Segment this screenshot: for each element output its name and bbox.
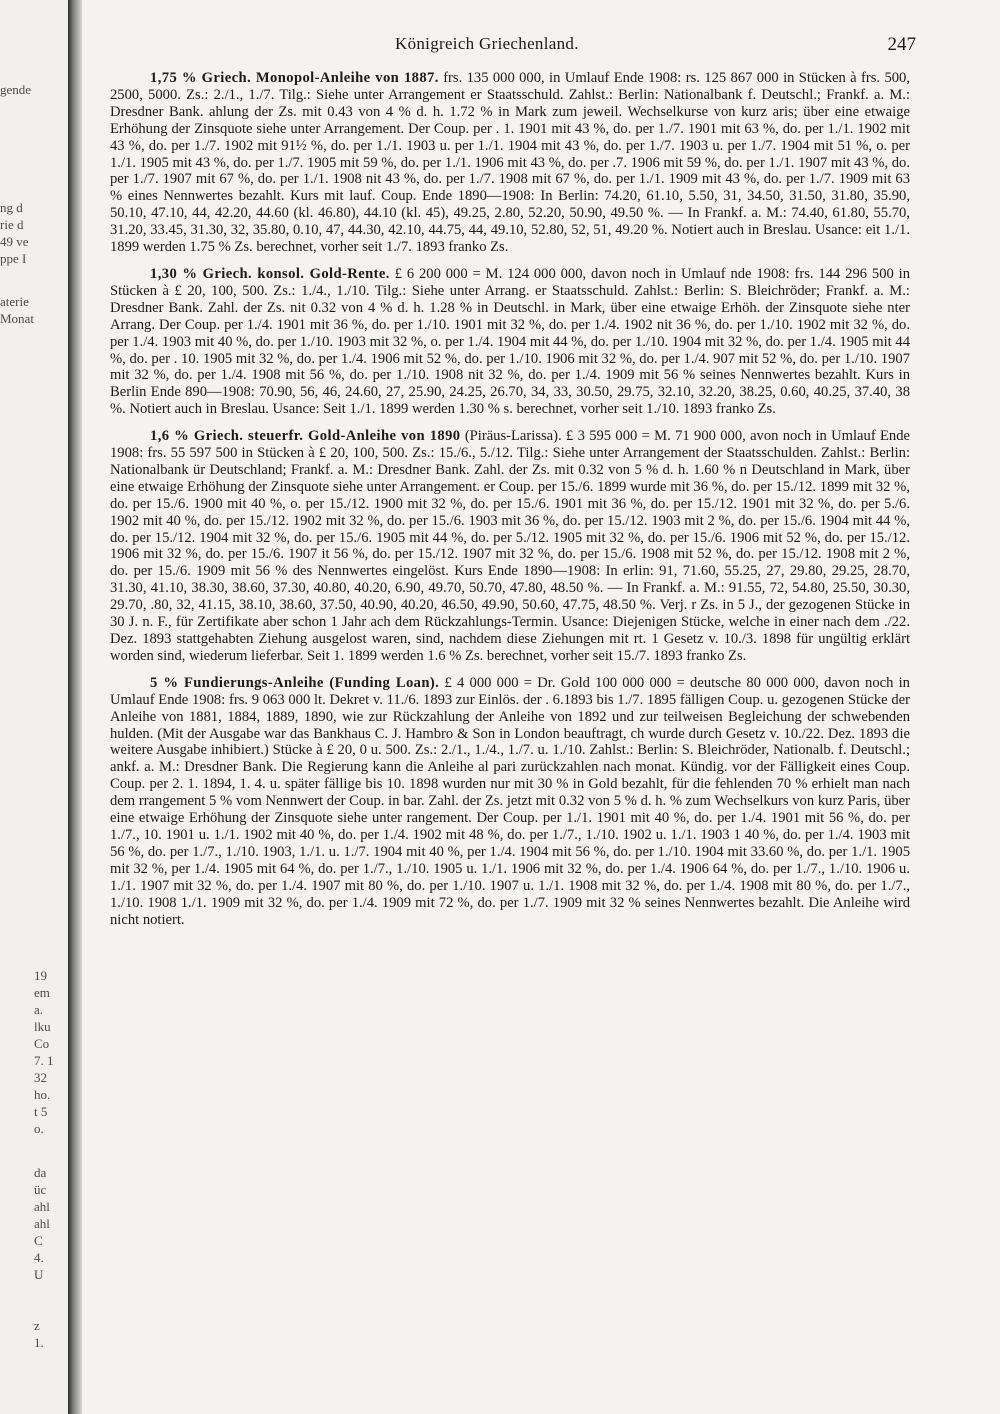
margin-fragment: 4. (34, 1250, 44, 1265)
entry-title: 1,75 % Griech. Monopol-Anleihe von 1887. (150, 70, 439, 86)
entry-paragraph (110, 70, 910, 256)
margin-fragment: gende (0, 82, 32, 97)
margin-fragment: U (34, 1267, 44, 1282)
page-body (110, 70, 910, 938)
margin-fragment: C (34, 1233, 43, 1248)
margin-fragment: ppe I (0, 251, 27, 266)
margin-fragment: lku (34, 1019, 51, 1034)
entry-title: 1,30 % Griech. konsol. Gold-Rente. (150, 265, 390, 282)
book-gutter (68, 0, 82, 1414)
margin-fragment: 1. (34, 1335, 44, 1350)
running-head: Königreich Griechenland. (395, 34, 579, 53)
loan-entry-gold-rente (110, 266, 910, 418)
loan-entry-piraeus-larissa (110, 428, 910, 665)
page-number: 247 (887, 34, 916, 55)
margin-fragment: ng d (0, 200, 23, 215)
entry-text: (Piräus-Larissa). £ 3 595 000 = M. 71 900 000, avon noch in Umlauf Ende 1908: frs. 55 597 500 in Stücken à £ 20, 100, 500. Zs.: 15./6., 5./12. Tilg.: Siehe unter Arrangement der Staatsschulden. Zahlst.: Berlin: Nationalbank ür Deutschland; Frankf. a. M.: Dresdner Bank. Zahl. der Zs. mit 0.32 von 5 % d. h. 1.60 % n Deutschland in Mark, über eine etwaige Erhöhung der Zinsquote siehe unter Arrangement. er Coup. per 15./6. 1899 wurde mit 36 %, do. per 15./12. 1899 mit 32 %, do. per 15./6. 1900 mit 40 %, o. per 15./12. 1900 mit 32 %, do. per 15./6. 1901 mit 36 %, do. per 15./12. 1901 mit 32 %, do. per 5./6. 1902 mit 40 %, do. per 15./12. 1902 mit 32 %, do. per 15./6. 1903 mit 36 %, do. per 15./12. 1903 mit 2 %, do. per 15./6. 1904 mit 44 %, do. per 15./12. 1904 mit 32 %, do. per 15./6. 1905 mit 44 %, do. per 5./12. 1905 mit 32 %, do. per 15./6. 1906 mit 52 %, do. per 15./12. 1906 mit 32 %, do. per 15./6. 1907 it 56 %, do. per 15./12. 1907 mit 32 %, do. per 15./6. 1908 mit 52 %, do. per 15./12. 1908 mit 2 %, do. per 15./6. 1909 mit 56 % des Nennwertes eingelöst. Kurs Ende 1890—1908: In erlin: 91, 71.60, 55.25, 27, 29.80, 29.25, 28.70, 31.30, 41.10, 38.30, 38.60, 37.30, 40.80, 40.20, 6.90, 49.70, 50.70, 47.80, 48.50 %. — In Frankf. a. M.: 91.55, 72, 54.80, 25.50, 30.30, 29.70, .80, 32, 41.15, 38.10, 38.60, 37.50, 40.90, 40.20, 46.50, 49.90, 50.60, 47.75, 48.50 %. Verj. r Zs. in 5 J., der gezogenen Stücke in 30 J. n. F., für Zertifikate aber schon 1 Jahr ach dem Rückzahlungs-Termin. Usance: Diejenigen Stücke, welche in einer nach dem ./22. Dez. 1893 stattgehabten Ziehung ausgelost waren, sind, nachdem diese Ziehungen mit rt. 1 Gesetz v. 10./3. 1898 für ungültig erklärt worden sind, wiederum lieferbar. Seit 1. 1899 werden 1.6 % Zs. berechnet, vorher seit 15./7. 1893 franko Zs. (110, 428, 910, 664)
margin-fragment: Monat (0, 311, 34, 326)
entry-text: frs. 135 000 000, in Umlauf Ende 1908: rs. 125 867 000 in Stücken à frs. 500, 2500, 5000. Zs.: 2./1., 1./7. Tilg.: Siehe unter Arrangement er Staatsschuld. Zahlst.: Berlin: Nationalbank f. Deutschl.; Frankf. a. M.: Dresdner Bank. ahlung der Zs. mit 0.43 von 4 % d. h. 1.72 % in Mark zum jeweil. Wechselkurse von kurz aris; über eine etwaige Erhöhung der Zinsquote siehe unter Arrangement. Der Coup. per . 1. 1901 mit 43 %, do. per 1./7. 1901 mit 63 %, do. per 1./1. 1902 mit 43 %, do. per 1./7. 1902 mit 91½ %, do. per 1./1. 1903 u. per 1./1. 1904 mit 43 %, do. per 1./7. 1903 u. per 1./7. 1904 mit 51 %, o. per 1./1. 1905 mit 43 %, do. per 1./7. 1905 mit 59 %, do. per 1./1. 1906 mit 43 %, do. per .7. 1906 mit 59 %, do. per 1./1. 1907 mit 43 %, do. per 1./7. 1907 mit 67 %, do. per 1./1. 1908 nit 43 %, do. per 1./7. 1908 mit 67 %, do. per 1./1. 1909 mit 43 %, do. per 1./7. 1909 mit 63 % eines Nennwertes bezahlt. Kurs mit lauf. Coup. Ende 1890—1908: In Berlin: 74.20, 61.10, 5.50, 31, 34.50, 31.50, 31.80, 35.90, 50.10, 47.10, 44, 42.20, 44.60 (kl. 46.80), 44.10 (kl. 45), 49.25, 2.80, 52.20, 50.90, 49.50 %. — In Frankf. a. M.: 74.40, 61.80, 55.70, 31.20, 33.45, 31.30, 32, 35.80, 0.10, 47, 44.30, 42.10, 44.75, 44, 49.10, 52.80, 52, 51, 49.20 %. Notiert auch in Breslau. Usance: eit 1./1. 1899 werden 1.75 % Zs. berechnet, vorher seit 1./7. 1893 franko Zs. (110, 70, 910, 256)
loan-entry-monopol (110, 70, 910, 256)
entry-paragraph (110, 266, 910, 418)
entry-text: £ 4 000 000 = Dr. Gold 100 000 000 = deutsche 80 000 000, davon noch in Umlauf Ende 1908: frs. 9 063 000 lt. Dekret v. 11./6. 1893 zur Einlös. der . 6.1893 bis 1./7. 1895 fälligen Coup. u. gezogenen Stücke der Anleihe von 1881, 1884, 1889, 1890, wie zur Rückzahlung der Anleihe von 1892 und zur teilweisen Begleichung der schwebenden hulden. (Mit der Ausgabe war das Bankhaus C. J. Hambro & Son in London beauftragt, ch wurde durch Gesetz v. 10./22. Dez. 1893 die weitere Ausgabe inhibiert.) Stücke à £ 20, 0 u. 500. Zs.: 2./1., 1./4., 1./7. u. 1./10. Zahlst.: Berlin: S. Bleichröder, Nationalb. f. Deutschl.; ankf. a. M.: Dresdner Bank. Die Regierung kann die Anleihe al pari zurückzahlen nach monat. Kündig. vor der Fälligkeit eines Coup. Coup. per 2. 1. 1894, 1. 4. u. später fällige bis 10. 1898 wurden nur mit 30 % in Gold bezahlt, für die fehlenden 70 % erhielt man nach dem rrangement 5 % vom Nennwert der Coup. in bar. Zahl. der Zs. jetzt mit 0.32 von 5 % d. h. % zum Wechselkurs von kurz Paris, über eine etwaige Erhöhung der Zinsquote siehe unter rangement. Der Coup. per 1./1. 1901 mit 40 %, do. per 1./4. 1901 mit 56 %, do. per 1./7., 10. 1901 u. 1./1. 1902 mit 40 %, do. per 1./4. 1902 mit 48 %, do. per 1./7., 1./10. 1902 u. 1./1. 1903 1 40 %, do. per 1./4. 1903 mit 56 %, do. per 1./7., 1./10. 1903, 1./1. u. 1./7. 1904 mit 40 %, per 1./4. 1904 mit 56 %, do. per 1./10. 1904 mit 33.60 %, do. per 1./1. 1905 mit 32 %, per 1./4. 1905 mit 64 %, do. per 1./7., 1./10. 1905 u. 1./1. 1906 mit 32 %, do. per 1./4. 1906 64 %, do. per 1./7., 1./10. 1906 u. 1./1. 1907 mit 32 %, do. per 1./4. 1907 mit 80 %, do. per 1./10. 1907 u. 1./1. 1908 mit 32 %, do. per 1./4. 1908 mit 80 %, do. per 1./7., 1./10. 1908 1./1. 1909 mit 32 %, do. per 1./4. 1909 mit 72 %, do. per 1./7. 1909 mit 32 % seines Nennwertes bezahlt. Die Anleihe wird nicht notiert. (110, 674, 910, 928)
loan-entry-funding-loan (110, 675, 910, 929)
previous-page-margin (0, 0, 68, 1414)
margin-fragment: t 5 (34, 1104, 48, 1119)
page-header (100, 34, 916, 58)
margin-fragment: ahl (34, 1199, 50, 1214)
margin-fragment: ho. (34, 1087, 51, 1102)
margin-fragment: 19 (34, 968, 47, 983)
margin-fragment: 32 (34, 1070, 47, 1085)
margin-fragment: a. (34, 1002, 44, 1017)
margin-fragment: em (34, 985, 50, 1000)
margin-fragment: Co (34, 1036, 50, 1051)
entry-title: 1,6 % Griech. steuerfr. Gold-Anleihe von 1890 (150, 428, 461, 445)
margin-fragment: rie d (0, 217, 24, 232)
entry-paragraph (110, 675, 910, 929)
entry-title: 5 % Fundierungs-Anleihe (Funding Loan). (150, 674, 440, 691)
margin-fragment: 7. 1 (34, 1053, 54, 1068)
margin-fragment: ahl (34, 1216, 50, 1231)
margin-fragment: z (34, 1318, 40, 1333)
entry-paragraph (110, 428, 910, 665)
margin-fragment: o. (34, 1121, 44, 1136)
margin-fragment: aterie (0, 294, 29, 309)
margin-fragment: da (34, 1165, 47, 1180)
margin-fragment: 49 ve (0, 234, 29, 249)
entry-text: £ 6 200 000 = M. 124 000 000, davon noch in Umlauf nde 1908: frs. 144 296 500 in Stücken à £ 20, 100, 500. Zs.: 1./4., 1./10. Tilg.: Siehe unter Arrang. er Staatsschuld. Zahlst.: Berlin: S. Bleichröder; Frankf. a. M.: Dresdner Bank. Zahl. der Zs. nit 0.32 von 4 % d. h. 1.28 % in Deutschl. in Mark, über eine etwaige Erhöh. der Zinsquote siehe nter Arrang. Der Coup. per 1./4. 1901 mit 36 %, do. per 1./10. 1901 mit 32 %, do. per 1./4. 1902 nit 36 %, do. per 1./10. 1902 mit 32 %, do. per 1./4. 1903 mit 40 %, do. per 1./10. 1903 mit 32 %, o. per 1./4. 1904 mit 44 %, do. per 1./10. 1904 mit 32 %, do. per 1./4. 1905 mit 44 %, do. per . 10. 1905 mit 32 %, do. per 1./4. 1906 mit 52 %, do. per 1./10. 1906 mit 32 %, do. per 1./4. 907 mit 52 %, do. per 1./10. 1907 mit 32 %, do. per 1./4. 1908 mit 56 %, do. per 1./10. 1908 nit 32 %, do. per 1./4. 1909 mit 56 % seines Nennwertes bezahlt. Kurs in Berlin Ende 890—1908: 70.90, 56, 46, 24.60, 27, 25.90, 24.25, 26.70, 34, 33, 30.50, 29.75, 32.10, 32.20, 38.25, 0.60, 40.25, 37.40, 38 %. Notiert auch in Breslau. Usance: Seit 1./1. 1899 werden 1.30 % s. berechnet, vorher seit 1./10. 1893 franko Zs. (110, 265, 911, 418)
margin-fragment: üc (34, 1182, 47, 1197)
